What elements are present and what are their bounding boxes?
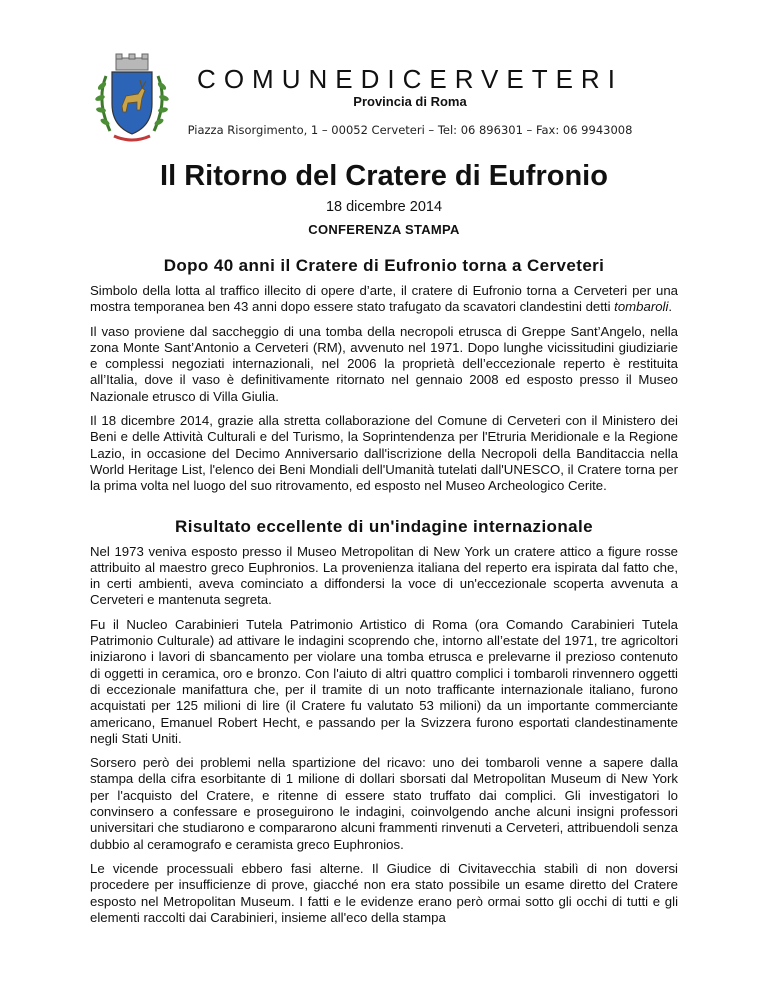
paragraph: Le vicende processuali ebbero fasi alterne. Il Giudice di Civitavecchia stabilì di non doversi procedere per insufficienze di prove, giacché non era stato possibile un esame diretto del Cratere esposto nel Metropolitan Museum. I fatti e le evidenze erano però ormai sotto gli occhi di tutti e gli elementi raccolti dai Carabinieri, insieme all'eco della stampa bbox=[90, 860, 678, 925]
italic-term: tombaroli bbox=[614, 299, 669, 315]
document-date: 18 dicembre 2014 bbox=[325, 199, 443, 215]
paragraph: Fu il Nucleo Carabinieri Tutela Patrimonio Artistico di Roma (ora Comando Carabinieri Tutela Patrimonio Culturale) ad attivare le indagini scoprendo che, intorno all’estate del 1971, tre agricoltori iniziarono i lavori di sbancamento per violare una tomba etrusca e prelevarne il prezioso contenuto di oggetti in ceramica, oro e bronzo. Con l'aiuto di altri quattro complici i tombaroli rinvennero oggetti di eccezionale manifattura che, per il tramite di un noto trafficante internazionale italiano, furono acquistati per 125 milioni di lire (il Cratere fu valutato 53 milioni) da un importante commerciante americano, Emanuel Robert Hecht, e passando per la Svizzera furono esportati clandestinamente negli Stati Uniti. bbox=[90, 616, 678, 746]
address-line: Piazza Risorgimento, 1 – 00052 Cerveteri – Tel: 06 896301 – Fax: 06 9943008 bbox=[187, 123, 633, 137]
document-body bbox=[90, 256, 678, 934]
press-label: CONFERENZA STAMPA bbox=[308, 222, 460, 237]
paragraph: Simbolo della lotta al traffico illecito di opere d’arte, il cratere di Eufronio torna a Cerveteri per una mostra temporanea ben 43 anni dopo essere stato trafugato da scavatori clandestini detti tombaroli. bbox=[90, 283, 678, 315]
paragraph: Il vaso proviene dal saccheggio di una tomba della necropoli etrusca di Greppe Sant’Angelo, nella zona Monte Sant’Antonio a Cerveteri (RM), avvenuto nel 1971. Dopo lunghe vicissitudini giudiziarie e complessi negoziati internazionali, nel 2006 la proprietà dell’eccezionale reperto è restituita all’Italia, dove il vaso è definitivamente ritornato nel gennaio 2008 ed esposto presso il Museo Nazionale etrusco di Villa Giulia. bbox=[90, 323, 678, 404]
paragraph: Nel 1973 veniva esposto presso il Museo Metropolitan di New York un cratere attico a figure rosse attribuito al maestro greco Euphronios. La provenienza italiana del reperto era ispirata dal fatto che, in certi ambienti, aveva cominciato a diffondersi la voce di un'eccezionale scoperta avvenuta a Cerveteri e mantenuta segreta. bbox=[90, 543, 678, 608]
paragraph: Il 18 dicembre 2014, grazie alla stretta collaborazione del Comune di Cerveteri con il Ministero dei Beni e delle Attività Culturali e del Turismo, la Soprintendenza per l'Etruria Meridionale e la Regione Lazio, in occasione del Decimo Anniversario dall'iscrizione della Necropoli della Banditaccia nella World Heritage List, l'elenco dei Beni Mondiali dell'Umanità tutelati dall'UNESCO, il Cratere torna per la prima volta nel luogo del suo ritrovamento, ed esposto nel Museo Archeologico Cerite. bbox=[90, 413, 678, 494]
province-name: Provincia di Roma bbox=[353, 94, 467, 109]
document-title: Il Ritorno del Cratere di Eufronio bbox=[160, 160, 608, 192]
section-heading: Risultato eccellente di un'indagine internazionale bbox=[175, 516, 593, 536]
town-name: COMUNEDICERVETERI bbox=[197, 64, 623, 94]
letterhead bbox=[0, 0, 768, 150]
paragraph: Sorsero però dei problemi nella spartizione del ricavo: uno dei tombaroli venne a sapere dalla stampa della cifra esorbitante di 1 milione di dollari sborsati dal Metropolitan Museum di New York per l'acquisto del Cratere, e ritenne di essere stato truffato dai complici. Gli investigatori lo convinsero a confessare e proseguirono le indagini, coinvolgendo anche alcuni insigni professori universitari che studiarono e compararono alcuni frammenti rinvenuti a Cerveteri, attribuendoli senza dubbio al ceramografo e ceramista greco Euphronios. bbox=[90, 755, 678, 852]
section-heading: Dopo 40 anni il Cratere di Eufronio torna a Cerveteri bbox=[163, 256, 605, 275]
